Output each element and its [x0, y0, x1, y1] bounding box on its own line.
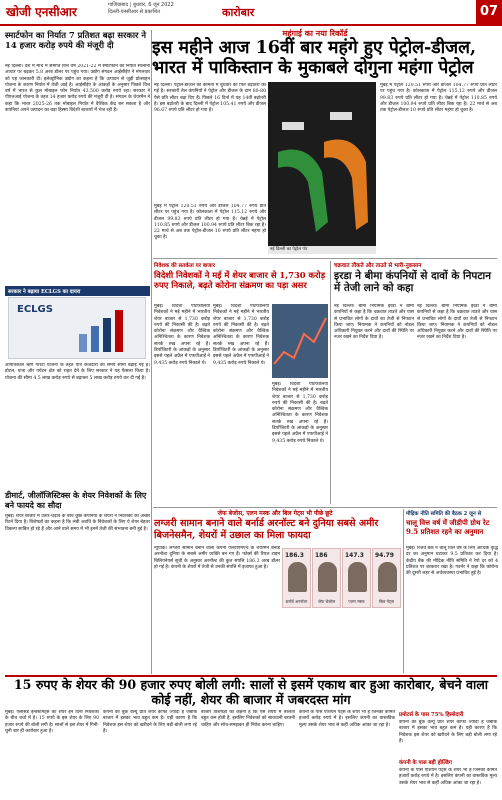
net-worth-value: 186 — [315, 552, 328, 559]
bottom-body-col-1: मुंबई। एलसिड इन्वेस्टमेंट्स का शेयर इन दिनों निवेशकों के बीच चर्चा में है। 15 रुपये के इस शेयर के लिए 90 हजार रुपये की बोली लगी है। सालों से इस शेयर में गिनी-चुनी बार ही कारोबार हुआ है। — [5, 710, 99, 734]
column-divider — [151, 30, 152, 674]
gdp-headline: चालू वित्त वर्ष में जीडीपी ग्रोथ रेट 9.5 प्रतिशत रहने का अनुमान — [406, 518, 490, 536]
person-name: बर्नार्ड अरनॉल्ट — [285, 599, 308, 604]
bottom-body-col-5: कंपनी का बुक वैल्यू प्रति शेयर काफी ज्यादा है जबकि बाजार में इसका भाव बहुत कम है। यही कारण है कि निवेशक इस शेयर को खरीदने के लिए बड़ी बोली लगा रहे हैं। — [399, 720, 497, 744]
net-worth-value: 94.79 — [375, 552, 394, 559]
fpi-headline: विदेशी निवेशकों ने मई में शेयर बाजार से 1,730 करोड़ रुपए निकाले, बढ़ते कोरोना संक्रमण का पड़ा असर — [154, 270, 326, 291]
eclgs-logo-image — [8, 297, 146, 359]
market-chart-photo — [272, 304, 328, 378]
gdp-kicker: मौद्रिक नीति समिति की बैठक 2 जून से — [406, 511, 482, 517]
irda-headline: इरडा ने बीमा कंपनियों से दावों के निपटान में तेजी लाने को कहा — [334, 270, 492, 295]
person-name: एलन मस्क — [348, 599, 365, 604]
left-lead-headline: स्मार्टफोन का निर्यात 7 प्रतिशत बढ़ा सरकार ने 14 हजार करोड़ रुपये की मंजूरी दी — [5, 30, 146, 50]
dateline — [108, 2, 174, 16]
net-worth-value: 147.3 — [345, 552, 364, 559]
richest-person-card — [342, 548, 371, 608]
bottom-label-1: प्रमोटर्स के पास 75% हिस्सेदारी — [399, 712, 464, 718]
main-headline: इस महीने आज 16वीं बार महंगे हुए पेट्रोल-डीजल, भारत में पाकिस्तान के मुकाबले दोगुना महंगा पेट्रोल — [152, 38, 477, 78]
bottom-label-2: कंपनी के पास बड़ी होल्डिंग — [399, 760, 452, 766]
fuel-nozzle-icon — [268, 82, 376, 254]
bottom-body-col-3: बाजार विशेषज्ञों का कहना है कि ऐसे शेयरों में तरलता बहुत कम होती है, इसलिए निवेशकों को सावधानी बरतनी चाहिए और सोच-समझकर ही निवेश करना चाहिए। — [201, 710, 295, 728]
main-kicker: महंगाई का नया रिकॉर्ड — [282, 28, 348, 38]
petrol-article-body-2: मुंबई में पेट्रोल 120.51 रुपये और डीजल 104.77 रुपये प्रति लीटर पर पहुंच गया है। कोलकाता में पेट्रोल 115.12 रुपये और डीजल 99.83 रुपये प्रति लीटर हो गया है। चेन्नई में पेट्रोल 110.85 रुपये और डीजल 100.94 रुपये प्रति लीटर बिक रहा है। 22 मार्च से अब तक पेट्रोल-डीजल 10 रुपये प्रति लीटर महंगा हो चुका है। — [380, 83, 497, 114]
bottom-headline: 15 रुपए के शेयर की 90 हजार रुपए बोली लगी: सालों से इसमें एकाथ बार हुआ कारोबार, बेचने वाला कोई नहीं, शेयर की बाजार में जबरदस्त मांग — [13, 677, 489, 707]
column-divider-3 — [403, 509, 404, 673]
eclgs-logo-text: ECLGS — [17, 304, 53, 315]
richest-kicker: जेफ बेजोस, एलन मस्क और बिल गेट्स भी पीछे छूटे — [217, 510, 333, 517]
fpi-body-col-2: मुंबई। विदेशी पोर्टफोलियो निवेशकों ने मई महीने में भारतीय शेयर बाजार से 1,730 करोड़ रुपये की निकासी की है। बढ़ते कोरोना संक्रमण और वैश्विक अनिश्चितता के कारण निवेशक सतर्क रुख अपना रहे हैं। डिपॉजिटरी के आंकड़ों के अनुसार इससे पहले अप्रैल में एफपीआई ने 9,435 करोड़ रुपये निकाले थे। — [213, 304, 269, 366]
stock-chart-icon — [272, 304, 328, 378]
bottom-body-col-4: कंपनी के पास एशियन पेंट्स के शेयर भी हैं जिनकी कीमत हजारों करोड़ रुपये में है। इसलिए कंपनी का वास्तविक मूल्य उसके शेयर भाव से कहीं अधिक आंका जा रहा है। — [299, 710, 395, 728]
irda-kicker: चक्रवात तौकते और ताउते से भारी-नुकसान — [334, 263, 422, 269]
portrait-photo — [378, 562, 397, 592]
page-number: 07 — [476, 0, 502, 24]
left-box-label: सरकार ने बढ़ाया ECLGS का दायरा — [5, 286, 150, 296]
gdp-body: मुंबई। रिजर्व बैंक ने चालू वित्त वर्ष के लिए आर्थिक वृद्धि दर का अनुमान घटाकर 9.5 प्रतिशत कर दिया है। केंद्रीय बैंक की मौद्रिक नीति समिति ने रेपो दर को 4 प्रतिशत पर बरकरार रखा है। गवर्नर ने कहा कि कोरोना की दूसरी लहर से अर्थव्यवस्था प्रभावित हुई है। — [406, 546, 498, 577]
fpi-body-col-3: मुंबई। विदेशी पोर्टफोलियो निवेशकों ने मई महीने में भारतीय शेयर बाजार से 1,730 करोड़ रुपये की निकासी की है। बढ़ते कोरोना संक्रमण और वैश्विक अनिश्चितता के कारण निवेशक सतर्क रुख अपना रहे हैं। डिपॉजिटरी के आंकड़ों के अनुसार इससे पहले अप्रैल में एफपीआई ने 9,435 करोड़ रुपये निकाले थे। — [272, 382, 328, 444]
bottom-body-col-6: कंपनी के पास एशियन पेंट्स के शेयर भी हैं जिनकी कीमत हजारों करोड़ रुपये में है। इसलिए कंपनी का वास्तविक मूल्य उसके शेयर भाव से कहीं अधिक आंका जा रहा है। — [399, 768, 497, 786]
richest-person-card — [312, 548, 341, 608]
person-name: बिल गेट्स — [379, 599, 394, 604]
section-title: कारोबार — [222, 6, 255, 19]
bottom-body-col-2: कंपनी का बुक वैल्यू प्रति शेयर काफी ज्यादा है जबकि बाजार में इसका भाव बहुत कम है। यही कारण है कि निवेशक इस शेयर को खरीदने के लिए बड़ी बोली लगा रहे हैं। — [103, 710, 197, 734]
left-box-body: आपातकाल ऋण गारंटी योजना के तहत पात्र कर्जदारों की समय सीमा बढ़ाई गई है। होटल, यात्रा और पर्यटन क्षेत्र को राहत देने के लिए सरकार ने यह फैसला किया है। योजना की सीमा 4.5 लाख करोड़ रुपये से बढ़ाकर 5 लाख करोड़ रुपये कर दी गई है। — [5, 363, 150, 381]
petrol-pump-photo — [268, 82, 376, 254]
section-divider-2 — [153, 507, 497, 508]
masthead — [0, 0, 502, 26]
portrait-photo — [318, 562, 337, 592]
richest-headline: लग्जरी सामान बनाने वाले बर्नार्ड अरनॉल्ट बने दुनिया सबसे अमीर बिजनेसमैन, शेयरों में उछाल का मिला फायदा — [154, 518, 379, 541]
petrol-photo-caption: नई दिल्ली का पेट्रोल पंप — [268, 246, 376, 254]
petrol-article-body-1: नई दिल्ली। पेट्रोल-डीजल की कीमतों में बुधवार को फिर बढ़ोतरी की गई है। सरकारी तेल कंपनियों ने पेट्रोल और डीजल के दाम 80-80 पैसे प्रति लीटर बढ़ा दिए हैं। पिछले 16 दिनों में यह 14वीं बढ़ोतरी है। इस बढ़ोतरी के बाद दिल्ली में पेट्रोल 105.41 रुपये और डीजल 96.67 रुपये प्रति लीटर हो गया है। — [154, 83, 266, 114]
portrait-photo — [288, 562, 307, 592]
net-worth-value: 186.3 — [285, 552, 304, 559]
dateline-1: गाजियाबाद | बुधवार, 6 जून 2022 — [108, 2, 174, 8]
irda-body-col-1: नई दिल्ली। बीमा नियामक इरडा ने बीमा कंपनियों से कहा है कि चक्रवात ताउते और यास से प्रभावित लोगों के दावों का तेजी से निपटान किया जाए। नियामक ने कंपनियों को नोडल अधिकारी नियुक्त करने और दावों की स्थिति पर नजर रखने का निर्देश दिया है। — [334, 304, 414, 341]
petrol-article-body-3: मुंबई में पेट्रोल 120.51 रुपये और डीजल 104.77 रुपये प्रति लीटर पर पहुंच गया है। कोलकाता में पेट्रोल 115.12 रुपये और डीजल 99.83 रुपये प्रति लीटर हो गया है। चेन्नई में पेट्रोल 110.85 रुपये और डीजल 100.94 रुपये प्रति लीटर बिक रहा है। 22 मार्च से अब तक पेट्रोल-डीजल 10 रुपये प्रति लीटर महंगा हो चुका है। — [154, 204, 266, 241]
left-lead-body: नई दिल्ली। देश में मार्च में समाप्त वित्त वर्ष 2021-22 में स्मार्टफोन का निर्यात सालाना आधार पर बढ़कर 5.8 अरब डॉलर पर पहुंच गया। उद्योग संगठन आईसीईए ने मंगलवार को यह जानकारी दी। इलेक्ट्रॉनिक उद्योग का कहना है कि उत्पादन से जुड़ी प्रोत्साहन योजना के कारण निर्यात में तेजी आई है। आईसीईए के आंकड़ों के अनुसार पिछले वित्त वर्ष में भारत से कुल मोबाइल फोन निर्यात 43,500 करोड़ रुपये रहा। सरकार ने पीएलआई योजना के तहत 14 हजार करोड़ रुपये की मंजूरी दी है। संगठन के चेयरमैन ने कहा कि भारत 2025-26 तक मोबाइल निर्यात में वैश्विक केंद्र बन सकता है और कंपनियां अपने उत्पादन का बड़ा हिस्सा विदेशी बाजारों में भेज रही हैं। — [5, 64, 150, 114]
chart-decoration-icon — [9, 298, 146, 359]
fpi-kicker: निवेशक की सतर्कता पर बाजार — [154, 263, 215, 269]
irda-body-col-2: नई दिल्ली। बीमा नियामक इरडा ने बीमा कंपनियों से कहा है कि चक्रवात ताउते और यास से प्रभावित लोगों के दावों का तेजी से निपटान किया जाए। नियामक ने कंपनियों को नोडल अधिकारी नियुक्त करने और दावों की स्थिति पर नजर रखने का निर्देश दिया है। — [417, 304, 497, 341]
richest-person-card — [282, 548, 311, 608]
portrait-photo — [348, 562, 367, 592]
dateline-2: दिल्ली-एनसीआर से प्रकाशित — [108, 9, 161, 15]
fpi-body-col-1: मुंबई। विदेशी पोर्टफोलियो निवेशकों ने मई महीने में भारतीय शेयर बाजार से 1,730 करोड़ रुपये की निकासी की है। बढ़ते कोरोना संक्रमण और वैश्विक अनिश्चितता के कारण निवेशक सतर्क रुख अपना रहे हैं। डिपॉजिटरी के आंकड़ों के अनुसार इससे पहले अप्रैल में एफपीआई ने 9,435 करोड़ रुपये निकाले थे। — [154, 304, 210, 366]
column-divider-2 — [330, 261, 331, 504]
left-share-body: मुंबई। शेयर बाजार में उतार-चढ़ाव के बीच कुछ कंपनियों के शेयरों ने निवेशकों को अच्छा रिटर्न दिया है। विशेषज्ञों का कहना है कि लंबी अवधि के निवेशकों के लिए ये शेयर बेहतर विकल्प साबित हो रहे हैं और आने वाले समय में भी इनमें तेजी की संभावना बनी हुई है। — [5, 514, 150, 532]
richest-person-card — [372, 548, 401, 608]
left-share-headline: डीमार्ट, जीलॉजिस्टिक्स के शेयर निवेशकों के लिए बने फायदे का सौदा — [5, 490, 147, 510]
person-name: जेफ बेजोस — [317, 599, 336, 604]
newspaper-brand: खोजी एनसीआर — [6, 5, 77, 19]
section-divider — [153, 258, 497, 259]
richest-body: न्यूयॉर्क। लग्जरी सामान बनाने वाली कंपनी एलवीएमएच के चेयरमैन बर्नार्ड अरनॉल्ट दुनिया के सबसे अमीर व्यक्ति बन गए हैं। फोर्ब्स की रियल टाइम बिलियनेयर्स सूची के अनुसार अरनॉल्ट की कुल संपत्ति 186.3 अरब डॉलर हो गई है। कंपनी के शेयरों में तेजी से उनकी संपत्ति में इजाफा हुआ है। — [154, 546, 280, 570]
